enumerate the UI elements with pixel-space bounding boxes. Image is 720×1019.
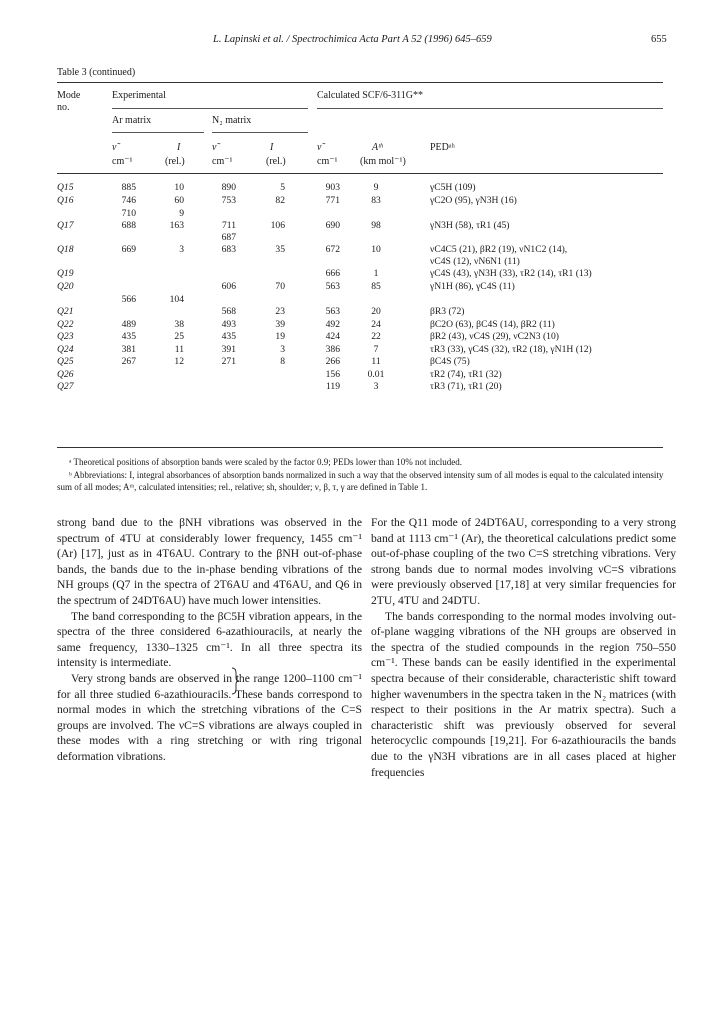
paragraph: Very strong bands are observed in the range 1200–1100 cm⁻¹ for all three studied 6-azathiouracils. These bands correspond to normal modes in which the stretching vibrations of the C=S groups are involved. The νC=S vibrations are always coupled in these modes with a ring stretching or with ring trigonal deformation vibrations. — [57, 671, 362, 763]
ar-i-cell: 163 — [169, 220, 184, 231]
n2-i-cell: 39 — [275, 319, 285, 330]
ped-cell: γC4S (43), γN3H (33), τR2 (14), τR1 (13) — [430, 268, 592, 279]
unit-ar-cm: cm⁻¹ — [112, 156, 133, 167]
n2-i-cell: 3 — [280, 344, 285, 355]
ar-i-cell: 25 — [174, 331, 184, 342]
header-calculated: Calculated SCF/6-311G** — [317, 90, 424, 101]
unit-km: (km mol⁻¹) — [360, 156, 406, 167]
n2-i-cell: 5 — [280, 182, 285, 193]
running-head: L. Lapinski et al. / Spectrochimica Acta Part A 52 (1996) 645–659 — [213, 34, 492, 45]
a-th-cell: 1 — [373, 268, 379, 279]
ped-cell: βC2O (63), βC4S (14), βR2 (11) — [430, 319, 555, 330]
ar-i-cell: 11 — [174, 344, 184, 355]
ar-nu-cell: 885 — [121, 182, 136, 193]
a-th-cell: 3 — [373, 381, 379, 392]
n2-nu-cell: 435 — [221, 331, 236, 342]
calc-nu-cell: 156 — [325, 369, 340, 380]
paragraph: For the Q11 mode of 24DT6AU, corresponding to a very strong band at 1113 cm⁻¹ (Ar), the theoretical calculations predict some out-of-phase coupling of the two C=S stretching vibrations. Very strong bands due to normal modes involving νC=S vibrations were previously observed [17,18] at very similar frequencies for 2TU, 4TU and 24DTU. — [371, 516, 676, 607]
ped-cell: βC4S (75) — [430, 356, 470, 367]
n2-i-cell: 8 — [280, 356, 285, 367]
ped-cell: νC4C5 (21), βR2 (19), νN1C2 (14), — [430, 244, 568, 255]
calc-nu-cell: 672 — [325, 244, 340, 255]
header-n2-matrix: N₂ matrix — [212, 115, 252, 126]
footnote-a: ᵃ Theoretical positions of absorption bands were scaled by the factor 0.9; PEDs lower than 10% not included. — [69, 457, 462, 467]
ar-nu-cell: 566 — [121, 294, 136, 305]
mode-cell: Q16 — [57, 195, 74, 206]
paragraph: strong band due to the βNH vibrations was observed in the spectrum of 4TU at considerably lower frequency, 1455 cm⁻¹ (Ar) [17], just as in 4T6AU. Contrary to the βNH out-of-phase bands, the bands due to the in-phase bending vibrations of the NH groups (Q7 in the spectra of 2T6AU and 4T6AU, and Q6 in the spectrum of 24DT6AU) have much lower intensities. — [57, 516, 362, 607]
a-th-cell: 0.01 — [367, 369, 385, 380]
header-a-th: Aᵗʰ — [372, 142, 383, 153]
a-th-cell: 9 — [373, 182, 379, 193]
calc-nu-cell: 563 — [325, 306, 340, 317]
calc-nu-cell: 903 — [325, 182, 340, 193]
n2-nu-cell: 493 — [221, 319, 236, 330]
footnote-b: ᵇ Abbreviations: I, integral absorbances of absorption bands normalized in such a way that the observed intensity sum of all modes is equal to the calculated intensity sum of all modes; Aᵗʰ, calculated intensities; rel., relative; sh, shoulder; ν, β, τ, γ are defined in Table 1. — [57, 470, 664, 492]
n2-nu-cell: 391 — [221, 344, 236, 355]
mode-cell: Q23 — [57, 331, 74, 342]
ar-i-cell: 3 — [179, 244, 184, 255]
a-th-cell: 83 — [371, 195, 381, 206]
n2-i-cell: 35 — [275, 244, 285, 255]
body-column-left — [57, 515, 362, 765]
n2-i-cell: 70 — [275, 281, 285, 292]
header-experimental: Experimental — [112, 90, 166, 101]
ar-nu-cell: 669 — [121, 244, 136, 255]
ar-nu-cell: 710 — [121, 208, 136, 219]
ped-cell: γC5H (109) — [430, 182, 476, 193]
n2-nu-cell: 568 — [221, 306, 236, 317]
ar-nu-cell: 746 — [121, 195, 136, 206]
ar-nu-cell: 381 — [121, 344, 136, 355]
n2-nu-cell: 606 — [221, 281, 236, 292]
n2-nu-cell: 271 — [221, 356, 236, 367]
calc-nu-cell: 266 — [325, 356, 340, 367]
ped-cell: τR3 (33), γC4S (32), τR2 (18), γN1H (12) — [430, 344, 592, 355]
n2-matrix-rule — [212, 132, 308, 133]
mode-cell: Q21 — [57, 306, 74, 317]
ar-matrix-rule — [112, 132, 204, 133]
header-calc-nu: ν̃ — [317, 142, 322, 153]
ped-cell: γN1H (86), γC4S (11) — [430, 281, 515, 292]
ar-i-cell: 104 — [169, 294, 184, 305]
header-ar-nu: ν̃ — [112, 142, 117, 153]
mode-cell: Q25 — [57, 356, 74, 367]
n2-i-cell: 82 — [275, 195, 285, 206]
a-th-cell: 22 — [371, 331, 381, 342]
n2-nu-cell: 687 — [221, 232, 236, 243]
mode-cell: Q26 — [57, 369, 74, 380]
ped-cell: βR2 (43), νC4S (29), νC2N3 (10) — [430, 331, 559, 342]
unit-ar-rel: (rel.) — [165, 156, 185, 167]
header-ped: PEDᵃʰ — [430, 142, 455, 153]
unit-n2-rel: (rel.) — [266, 156, 286, 167]
body-column-right — [371, 515, 676, 780]
header-mode-no: no. — [57, 102, 70, 113]
ar-i-cell: 12 — [174, 356, 184, 367]
header-ar-matrix: Ar matrix — [112, 115, 152, 126]
header-ar-i: I — [177, 142, 181, 153]
header-mode: Mode — [57, 90, 81, 101]
n2-i-cell: 106 — [270, 220, 285, 231]
table-header-rule — [57, 173, 663, 174]
calc-nu-cell: 666 — [325, 268, 340, 279]
unit-n2-cm: cm⁻¹ — [212, 156, 233, 167]
ar-nu-cell: 435 — [121, 331, 136, 342]
header-n2-nu: ν̃ — [212, 142, 217, 153]
n2-nu-cell: 711 — [221, 220, 236, 231]
calc-nu-cell: 563 — [325, 281, 340, 292]
n2-i-cell: 19 — [275, 331, 285, 342]
calc-nu-cell: 690 — [325, 220, 340, 231]
calc-nu-cell: 492 — [325, 319, 340, 330]
ar-i-cell: 38 — [174, 319, 184, 330]
n2-nu-cell: 890 — [221, 182, 236, 193]
paragraph: The bands corresponding to the normal modes involving out-of-plane wagging vibrations of the NH groups are observed in the spectra of the studied compounds in the region 750–550 cm⁻¹. These bands can be easily identified in the experimental spectra because of their considerable, characteristic shift toward higher wavenumbers in the spectra taken in the N₂ matrices (with respect to their positions in the Ar matrix spectra). Such a characteristic shift was previously observed for several heterocyclic compounds [19,21]. For 6-azathiouracils the bands due to the γN3H vibrations are in all cases placed at higher frequencies — [371, 609, 676, 779]
page-number: 655 — [651, 34, 667, 45]
mode-cell: Q19 — [57, 268, 74, 279]
ped-cell: τR2 (74), τR1 (32) — [430, 369, 502, 380]
a-th-cell: 85 — [371, 281, 381, 292]
table-top-rule — [57, 82, 663, 83]
ped-cell: τR3 (71), τR1 (20) — [430, 381, 502, 392]
mode-cell: Q15 — [57, 182, 74, 193]
a-th-cell: 7 — [373, 344, 379, 355]
ar-i-cell: 9 — [179, 208, 184, 219]
table-bottom-rule — [57, 447, 663, 448]
calc-nu-cell: 424 — [325, 331, 340, 342]
ar-i-cell: 60 — [174, 195, 184, 206]
calc-nu-cell: 771 — [325, 195, 340, 206]
table-caption: Table 3 (continued) — [57, 67, 136, 78]
a-th-cell: 11 — [371, 356, 381, 367]
mode-cell: Q18 — [57, 244, 74, 255]
mode-cell: Q20 — [57, 281, 74, 292]
mode-cell: Q22 — [57, 319, 74, 330]
calc-nu-cell: 119 — [325, 381, 340, 392]
mode-cell: Q24 — [57, 344, 74, 355]
a-th-cell: 98 — [371, 220, 381, 231]
experimental-rule — [112, 108, 308, 109]
n2-nu-cell: 683 — [221, 244, 236, 255]
a-th-cell: 10 — [371, 244, 381, 255]
ar-nu-cell: 489 — [121, 319, 136, 330]
calc-nu-cell: 386 — [325, 344, 340, 355]
ped-cell: νC4S (12), νN6N1 (11) — [430, 256, 520, 267]
calculated-rule — [317, 108, 663, 109]
unit-calc-cm: cm⁻¹ — [317, 156, 338, 167]
ped-cell: γN3H (58), τR1 (45) — [430, 220, 510, 231]
ped-cell: βR3 (72) — [430, 306, 465, 317]
mode-cell: Q17 — [57, 220, 74, 231]
header-n2-i: I — [270, 142, 274, 153]
ped-cell: γC2O (95), γN3H (16) — [430, 195, 517, 206]
mode-cell: Q27 — [57, 381, 74, 392]
a-th-cell: 20 — [371, 306, 381, 317]
ar-nu-cell: 688 — [121, 220, 136, 231]
ar-i-cell: 10 — [174, 182, 184, 193]
n2-nu-cell: 753 — [221, 195, 236, 206]
a-th-cell: 24 — [371, 319, 381, 330]
n2-i-cell: 23 — [275, 306, 285, 317]
ar-nu-cell: 267 — [121, 356, 136, 367]
paragraph: The band corresponding to the βC5H vibration appears, in the spectra of the three considered 6-azathiouracils, at nearly the same frequency, 1330–1325 cm⁻¹. In all three spectra its intensity is intermediate. — [57, 609, 362, 670]
